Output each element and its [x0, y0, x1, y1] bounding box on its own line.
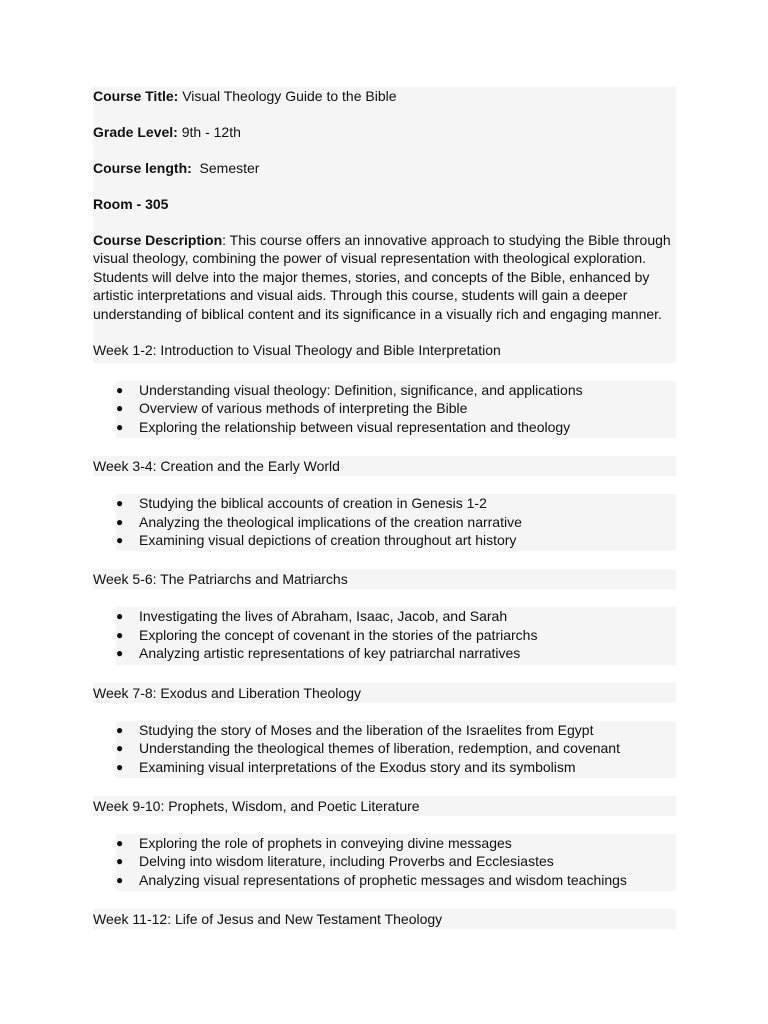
grade-level-label: Grade Level:	[93, 124, 178, 140]
room-label: Room - 305	[93, 196, 169, 212]
room-number	[93, 195, 676, 213]
course-title-label: Course Title:	[93, 88, 179, 104]
list-item: ● Examining visual depictions of creation throughout art history	[116, 532, 517, 549]
bullet-icon: ●	[116, 854, 124, 869]
bullet-icon: ●	[116, 759, 124, 774]
bullet-icon: ●	[116, 627, 124, 642]
list-item: ● Studying the biblical accounts of creation in Genesis 1-2	[116, 495, 487, 512]
week-heading: Week 11-12: Life of Jesus and New Testament Theology	[93, 909, 676, 929]
bullet-icon: ●	[116, 835, 124, 850]
list-item: ● Investigating the lives of Abraham, Isaac, Jacob, and Sarah	[116, 608, 508, 625]
week-heading: Week 3-4: Creation and the Early World	[93, 456, 676, 476]
week-heading: Week 5-6: The Patriarchs and Matriarchs	[93, 569, 676, 589]
week-topics-list	[116, 381, 676, 438]
course-description-text: : This course offers an innovative approach to studying the Bible through visual theology, combining the power of visual representation with theological exploration. Students will delve into the major themes, stories, and concepts of the Bible, enhanced by artistic interpretations and visual aids. Through this course, students will gain a deeper understanding of biblical content and its significance in a visually rich and engaging manner.	[93, 232, 671, 322]
list-item: ● Analyzing visual representations of prophetic messages and wisdom teachings	[116, 871, 627, 888]
bullet-icon: ●	[116, 646, 124, 661]
week-topics-list	[116, 607, 676, 664]
week-heading: Week 1-2: Introduction to Visual Theology and Bible Interpretation	[93, 342, 501, 359]
bullet-icon: ●	[116, 533, 124, 548]
list-item: ● Understanding the theological themes of liberation, redemption, and covenant	[116, 740, 620, 757]
list-item: ● Analyzing artistic representations of key patriarchal narratives	[116, 645, 521, 662]
grade-level-value: 9th - 12th	[177, 124, 241, 140]
list-item: ● Exploring the relationship between visual representation and theology	[116, 418, 571, 435]
list-item: ● Overview of various methods of interpreting the Bible	[116, 400, 468, 417]
bullet-icon: ●	[116, 419, 124, 434]
course-description-label: Course Description	[93, 232, 223, 248]
bullet-icon: ●	[116, 383, 124, 398]
bullet-icon: ●	[116, 496, 124, 511]
week-heading: Week 7-8: Exodus and Liberation Theology	[93, 683, 676, 703]
bullet-icon: ●	[116, 609, 124, 624]
syllabus-page	[93, 87, 676, 929]
list-item: ● Examining visual interpretations of the Exodus story and its symbolism	[116, 758, 576, 775]
course-description	[93, 231, 676, 323]
list-item: ● Understanding visual theology: Definition, significance, and applications	[116, 382, 583, 399]
list-item: ● Delving into wisdom literature, including Proverbs and Ecclesiastes	[116, 853, 554, 870]
week-heading: Week 9-10: Prophets, Wisdom, and Poetic Literature	[93, 796, 676, 816]
week-topics-list	[116, 494, 676, 551]
grade-level	[93, 123, 676, 141]
course-info-block	[93, 87, 676, 363]
bullet-icon: ●	[116, 872, 124, 887]
bullet-icon: ●	[116, 741, 124, 756]
list-item: ● Exploring the concept of covenant in the stories of the patriarchs	[116, 626, 538, 643]
list-item: ● Exploring the role of prophets in conveying divine messages	[116, 834, 512, 851]
week-topics-list	[116, 834, 676, 891]
course-length-value: Semester	[191, 160, 260, 176]
course-length-label: Course length:	[93, 160, 192, 176]
list-item: ● Analyzing the theological implications of the creation narrative	[116, 513, 522, 530]
bullet-icon: ●	[116, 722, 124, 737]
course-title-value: Visual Theology Guide to the Bible	[178, 88, 397, 104]
bullet-icon: ●	[116, 401, 124, 416]
course-title	[93, 87, 676, 105]
bullet-icon: ●	[116, 514, 124, 529]
list-item: ● Studying the story of Moses and the liberation of the Israelites from Egypt	[116, 721, 594, 738]
course-length	[93, 159, 676, 177]
week-topics-list	[116, 721, 676, 778]
